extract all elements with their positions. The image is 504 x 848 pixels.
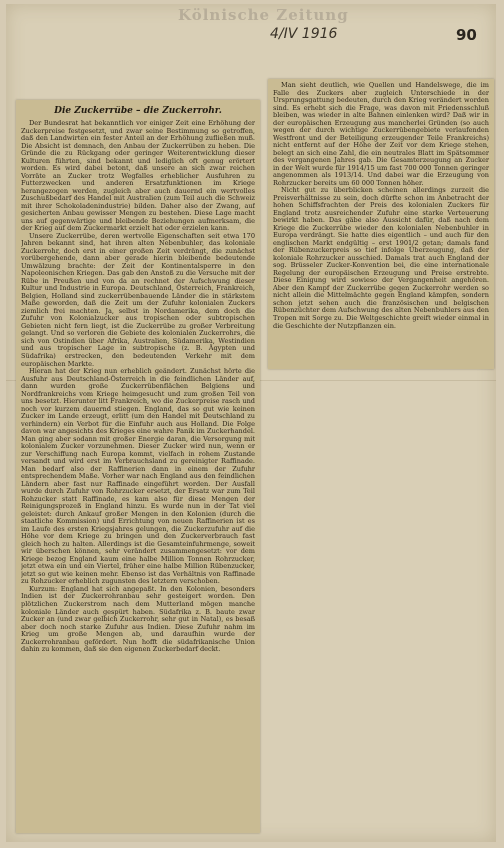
paragraph: Unsere Zuckerrübe, deren wertvolle Eigenschaften seit etwa 170 Jahren bekannt sind, hat ihren alten Nebenbuhler, das koloniale Zuckerrohr, doch erst in einer großen Zeit verdrängt, die zunächst vorübergehende, dann aber gerade hierin bleibende bedeutende Umwälzung brachte: der Zeit der Kontinentalsperre in den Napoleonischen Kriegen. Das gab den Anstoß zu die Versuche mit der Rübe in Preußen und von da an rechnet der Aufschwung dieser Kultur und Industrie in Europa. Deutschland, Österreich, Frankreich, Belgien, Holland sind zuckerrübenbauende Länder die in stärkstem Maße geworden, daß die Zeit um der Zufuhr kolonialen Zuckers ziemlich frei machten. Ja, selbst in Nordamerika, dem doch die Zufuhr von Kolonialzucker aus tropischen oder subtropischen Gebieten nicht fern liegt, ist die Zuckerrübe zu großer Verbreitung gelangt. Und so verloren die Gebiete des kolonialen Zuckerrohrs, die sich von Ostindien über Afrika, Australien, Südamerika, Westindien und aus tropischer Lage in subtropische (z. B. Ägypten und Südafrika) erstrecken, den bedeutenden Verkehr mit dem europäischen Markte. (21, 231, 255, 368)
handwritten-date: 4/IV 1916 (270, 26, 338, 42)
paragraph: Nicht gut zu überblicken scheinen allerdings zurzeit die Preisverhältnisse zu sein, doch dürfte schon im Anbetracht der hohen Schiffsfrachten der Preis des kolonialen Zuckers für England trotz ausreichender Zufuhr eine starke Verteuerung bewirkt haben. Das gäbe also Aussicht dafür, daß nach dem Kriege die Zuckerrübe wieder den kolonialen Nebenbuhler in Europa verdrängt. Sie hatte dies eigentlich – und auch für den englischen Markt endgültig – erst 1901/2 getan; damals fand der Rübenzuckerpreis so tief infolge Überzeugung, daß der koloniale Rohrzucker ausschied. Damals trat auch England der sog. Brüsseler Zucker-Konvention bei, die eine internationale Regelung der europäischen Erzeugung und Preise erstrebte. Diese Einigung wird sowieso der Vergangenheit angehören. Aber den Kampf der Zuckerrübe gegen Zuckerrohr werden so nicht allein die Mittelmächte gegen England kämpfen, sondern schon jetzt sehen auch die französischen und belgischen Rübenzüchter dem Aufschwung des alten Nebenbuhlers aus den Tropen mit Sorge zu. Die Weltgeschichte greift wieder einmal in die Geschichte der Nutzpflanzen ein. (273, 186, 489, 330)
paragraph: Man sieht deutlich, wie Quellen und Handelswege, die im Falle des Zuckers aber zugleich Unterschiede in der Ursprungsgattung bedeuten, durch den Krieg verändert worden sind. Es erhebt sich die Frage, was davon mit Friedensschluß bleiben, was wieder in alte Bahnen einlenken wird? Daß wir in der europäischen Erzeugung aus mancherlei Gründen (so auch wegen der durch wichtige Zuckerrübengebiete verlaufenden Westfront und der Beteiligung erzeugender Teile Frankreichs) nicht entfernt auf der Höhe der Zeit vor dem Kriege stehen, belegt an sich eine Zahl, die ein neutrales Blatt im Spätsommer des vergangenen Jahres gab. Die Gesamterzeugung an Zucker in der Welt wurde für 1914/15 um fast 700 000 Tonnen geringer angenommen als 1913/14. Und dabei war die Erzeugung von Rohrzucker bereits um 60 000 Tonnen höher. (273, 82, 489, 187)
paragraph: Der Bundesrat hat bekanntlich vor einiger Zeit eine Erhöhung der Zuckerpreise festgesetzt, und zwar seine Bestimmung so getroffen, daß den Landwirten ein fester Anteil an der Erhöhung zufließen muß. Die Absicht ist demnach, den Anbau der Zuckerrüben zu heben. Die Gründe die zu Rückgang oder geringer Weiterentwicklung dieser Kulturen führten, sind bekannt und lediglich oft genug erörtert worden. Es wird dabei betont, daß unsere an sich zwar reichen Vorräte an Zucker trotz Wegfalles erheblicher Ausfuhren zu Futterzwecken und anderen Ersatzfunktionen im Kriege herangezogen werden, zugleich aber auch dauernd ein wertvolles Zuschußbedarf des Handel mit Australien (zum Teil auch die Schweiz mit ihrer Schokoladenindustrie) bilden. Daher also der Zwang, auf gesicherten Anbau gewisser Mengen zu bestehen. Diese Lage macht uns auf gegenwärtige und bleibende Beziehungen aufmerksam, die der Krieg auf dem Zuckermarkt erzielt hat oder erzielen kann. (21, 119, 255, 233)
paragraph: Hieran hat der Krieg nun erheblich geändert. Zunächst hörte die Ausfuhr aus Deutschland-Österreich in die feindlichen Länder auf, dann wurden große Zuckerrübenflächen Belgiens und Nordfrankreichs vom Kriege heimgesucht und zum großen Teil von uns besetzt. Hierunter litt Frankreich, wo die Zuckerpreise rasch und noch vor kurzem dauernd stiegen. England, das so gut wie keinen Zucker im Lande erzeugt, erlitt (um den Handel mit Deutschland zu verhindern) ein Verbot für die Einfuhr auch aus Holland. Die Folge davon war angesichts des Krieges eine wahre Panik im Zuckerhandel. Man ging aber sodann mit großer Energie daran, die Versorgung mit kolonialem Zucker vorzunehmen. Dieser Zucker wird nun, wenn er zur Verschiffung nach Europa kommt, vielfach in rohem Zustande versandt und wird erst im Verbrauchsland zu gereinigter Raffinade. Man bedarf also der Raffinerien dann in einem der Zufuhr entsprechendem Maße. Vorher war nach England aus den feindlichen Ländern aber fast nur Raffinade eingeführt worden. Der Ausfall wurde durch Zufuhr von Rohrzucker ersetzt, der Ersatz war zum Teil Rohzucker statt Raffinade, es kam also für diese Mengen der Reinigungsprozeß in England hinzu. Es wurde nun in der Tat viel geleistet: durch Ankauf großer Mengen in den Kolonien (durch die staatliche Kommission) und Errichtung von neuen Raffinerien ist es im Laufe des ersten Kriegsjahres gelungen, die Zuckerzufuhr auf die Höhe vor dem Kriege zu bringen und den Zuckerverbrauch fast gleich hoch zu halten. Allerdings ist die Gesamteinfuhrmenge, soweit wir überschen können, sehr verändert zusammengesetzt: vor dem Kriege bezog England kaum eine halbe Million Tonnen Rohrzucker, jetzt etwa ein und ein Viertel, früher eine halbe Million Rübenzucker, jetzt so gut wie keinen mehr. Ebenso ist das Verhältnis von Raffinade zu Rohzucker erheblich zugunsten des letztern verschoben. (21, 367, 255, 586)
article-left-column (21, 106, 255, 828)
page-number: 90 (456, 26, 477, 44)
paragraph: Kurzum: England hat sich angepaßt. In den Kolonien, besonders Indien ist der Zuckerrohranbau sehr gesteigert worden. Den plötzlichen Zuckerstrom nach dem Mutterland mögen manche koloniale Länder auch gespürt haben. Südafrika z. B. baute zwar Zucker an (und zwar gelbich Zuckerrohr, sehr gut in Natal), es besaß aber doch noch starke Zufuhr aus Indien. Diese Zufuhr nahm im Krieg um große Mengen ab, und daraufhin wurde der Zuckerrohranbau gefördert. Nun hofft die südafrikanische Union dahin zu kommen, daß sie den eigenen Zuckerbedarf deckt. (21, 584, 255, 654)
article-headline: Die Zuckerrübe – die Zuckerrohr. (54, 106, 222, 116)
article-right-column (273, 82, 489, 366)
newspaper-masthead: Kölnische Zeitung (178, 6, 349, 24)
